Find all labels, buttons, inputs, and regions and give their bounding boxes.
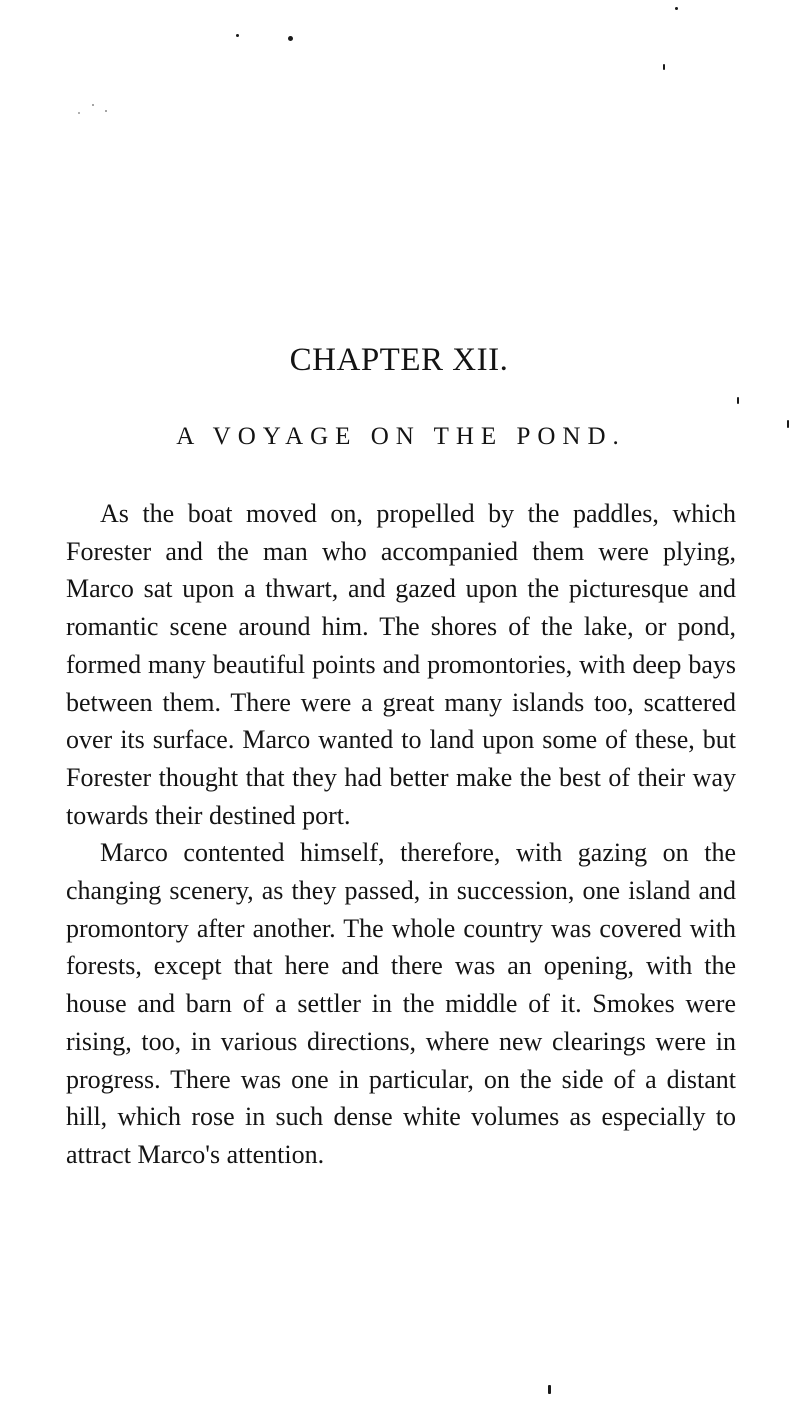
scan-speck: [288, 36, 293, 41]
scan-speck: [92, 104, 94, 106]
scan-speck: [737, 397, 739, 404]
chapter-title: A VOYAGE ON THE POND.: [176, 423, 626, 450]
chapter-number: CHAPTER XII.: [289, 342, 509, 378]
scan-speck: [105, 110, 107, 112]
chapter-body: [66, 495, 736, 1174]
scan-speck: [236, 34, 239, 37]
scan-speck: [78, 112, 80, 114]
paragraph: As the boat moved on, propelled by the paddles, which Forester and the man who accompanied them were plying, Marco sat upon a thwart, and gazed upon the picturesque and romantic scene around him. The shores of the lake, or pond, formed many beautiful points and promontories, with deep bays between them. There were a great many islands too, scattered over its surface. Marco wanted to land upon some of these, but Forester thought that they had better make the best of their way towards their destined port.: [66, 499, 736, 830]
scan-speck: [548, 1385, 551, 1394]
paragraph: Marco contented himself, therefore, with gazing on the changing scenery, as they passed, in succession, one island and promontory after another. The whole country was covered with forests, except that here and there was an opening, with the house and barn of a settler in the middle of it. Smokes were rising, too, in various directions, where new clearings were in progress. There was one in particular, on the side of a distant hill, which rose in such dense white volumes as especially to attract Marco's attention.: [66, 838, 736, 1169]
scan-speck: [675, 7, 678, 10]
scan-speck: [663, 64, 665, 70]
